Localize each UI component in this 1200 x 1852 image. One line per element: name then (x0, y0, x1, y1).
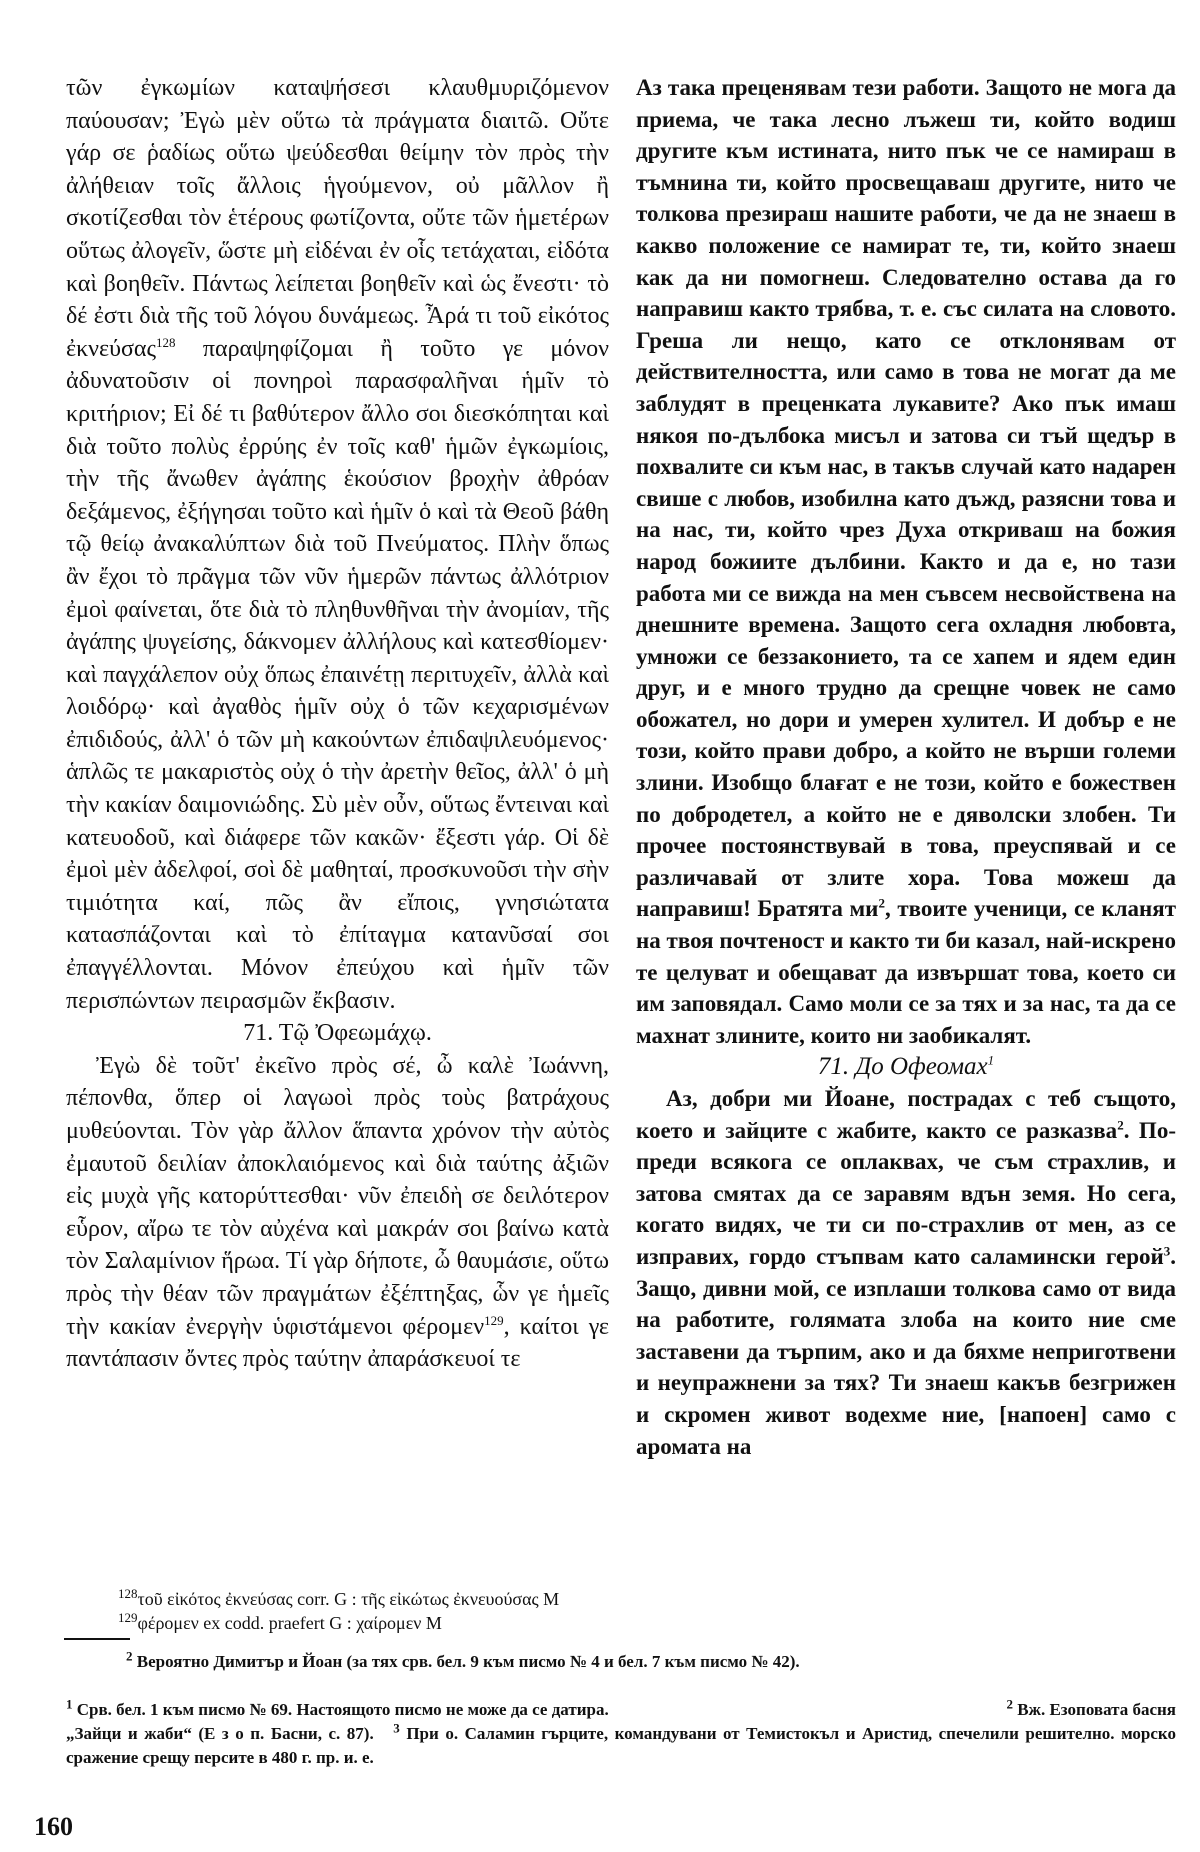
letter-heading-greek: 71. Τῷ Ὀφεωμάχῳ. (243, 1020, 432, 1047)
apparatus-entry: $^{128}$τοῦ εἰκότος ἐκνεύσας corr. G : τῆς εἰκώτως ἐκνευούσας M (118, 1586, 560, 1609)
greek-paragraph: τῶν ἐγκωμίων καταψήσεσι κλαυθμυριζόμενον παύουσαν; Ἐγὼ μὲν οὕτω τὰ πράγματα διαιτῶ. Οὔτε γάρ σε ῥαδίως οὕτω ψεύδεσθαι θείμην τὸν πρὸς τὴν ἀλήθειαν τοῖς ἄλλοις ἡγούμενον, οὐ μᾶλλον ἢ σκοτίζεσθαι τὸν ἑτέρους φωτίζοντα, οὔτε τῶν ἡμετέρων οὕτως ἀλογεῖν, ὥστε μὴ εἰδέναι ἐν οἷς τετάχαται, εἰδότα καὶ βοηθεῖν. Πάντως λείπεται βοηθεῖν καὶ ὡς ἔνεστι· τὸ δέ ἐστι διὰ τῆς τοῦ λόγου δυνάμεως. Ἆρά τι τοῦ εἰκότος ἐκνεύσας$^{128}$ παραψηφίζομαι ἢ τοῦτο γε μόνον ἀδυνατοῦσιν οἱ πονηροὶ παρασφαλῆναι ἡμῖν τὸ κριτήριον; Εἰ δέ τι βαθύτερον ἄλλο σοι διεσκόπηται καὶ διὰ τοῦτο πολὺς ἐρρύης ἐν τοῖς καθ' ἡμῶν ἐγκωμίοις, τὴν τῆς ἄνωθεν ἀγάπης ἑκούσιον βροχὴν ἀθρόαν δεξάμενος, ἐξήγησαι τοῦτο καὶ ἡμῖν ὁ καὶ τὰ Θεοῦ βάθη τῷ θείῳ ἀνακαλύπτων διὰ τοῦ Πνεύματος. Πλὴν ὅπως ἂν ἔχοι τὸ πρᾶγμα τῶν νῦν ἡμερῶν πάντως ἀλλότριον ἐμοὶ φαίνεται, ὅτε διὰ τὸ πληθυνθῆναι τὴν ἀνομίαν, τῆς ἀγάπης ψυγείσης, δάκνομεν ἀλλήλους καὶ κατεσθίομεν· καὶ παγχάλεπον οὐχ ὅπως ἐπαινέτῃ περιτυχεῖν, ἀλλὰ καὶ λοιδόρῳ· καὶ ἀγαθὸς ἡμῖν οὐχ ὁ τῶν κεχαρισμένων ἐπιδιδούς, ἀλλ' ὁ τῶν μὴ κακούντων ἐπιδαψιλευόμενος· ἁπλῶς τε μακαριστὸς οὐχ ὁ τὴν ἀρετὴν θεῖος, ἀλλ' ὁ μὴ τὴν κακίαν δαιμονιώδης. Σὺ μὲν οὖν, οὕτως ἔντειναι καὶ κατευοδοῦ, καὶ διάφερε τῶν κακῶν· ἔξεστι γάρ. Οἱ δὲ ἐμοὶ μὲν ἀδελφοί, σοὶ δὲ μαθηταί, προσκυνοῦσι τὴν σὴν τιμιότητα καί, πῶς ἂν εἴποις, γνησιώτατα κατασπάζονται καὶ τὸ ἐπίταγμα κατανῦσαί σοι ἐπαγγέλλονται. Μόνον ἐπεύχου καὶ ἡμῖν τῶν περισπώντων πειρασμῶν ἔκβασιν. (66, 75, 609, 1014)
bulgarian-paragraph: Аз, добри ми Йоане, пострадах с теб същото, което и зайците с жабите, както се разказва$^2$. По-преди всякога се оплаквах, че съм страхлив, и затова смятах да се заравям вдън земя. Но сега, когато видях, че ти си по-страхлив от мен, аз се изправих, гордо стъпвам като саламински герой$^3$. Защо, дивни мой, се изплаши толкова само от вида на работите, голямата злоба на които ние сме заставени да търпим, ако и да бяхме неприготвени и неупражнени за тях? Ти знаеш какъв безгрижен и скромен живот водехме ние, [напоен] само с аромата на (636, 1086, 1176, 1459)
footnote-ref: 128 (156, 334, 176, 350)
page-number: 160 (34, 1812, 73, 1841)
footnote-ref: 2 (1117, 1116, 1124, 1132)
footnote: $^1$ Срв. бел. 1 към писмо № 69. Настоящото писмо не може да се датира. (66, 1696, 609, 1719)
footnote: $^2$ Вероятно Димитър и Йоан (за тях срв. бел. 9 към писмо № 4 и бел. 7 към писмо № 42). (126, 1648, 800, 1671)
greek-paragraph: Ἐγὼ δὲ τοῦτ' ἐκεῖνο πρὸς σέ, ὦ καλὲ Ἰωάννη, πέπονθα, ὅπερ οἱ λαγωοὶ πρὸς τοὺς βατράχους μυθεύονται. Τὸν γὰρ ἄλλον ἅπαντα χρόνον τὴν αὐτὸς ἐμαυτοῦ δειλίαν ἀποκλαιόμενος καὶ διὰ ταύτης ἀξιῶν εἰς μυχὰ γῆς κατορύττεσθαι· νῦν ἐπειδὴ σε δειλότερον εὗρον, αἴρω τε τὸν αὐχένα καὶ μακράν σοι βαίνω κατὰ τὸν Σαλαμίνιον ἥρωα. Τί γὰρ δήποτε, ὦ θαυμάσιε, οὕτω πρὸς τὴν θέαν τῶν πραγμάτων ἐξέπτηξας, ὧν γε ἡμεῖς τὴν κακίαν ἐνεργὴν ὑφιστάμενοι φέρομεν$^{129}$, καίτοι γε παντάπασιν ὄντες πρὸς ταύτην ἀπαράσκευοί τε (66, 1052, 609, 1373)
footnote-divider (64, 1638, 130, 1640)
footnote-ref: 3 (1163, 1243, 1171, 1259)
apparatus-entry: $^{129}$φέρομεν ex codd. praefert G : χαίρομεν M (118, 1610, 442, 1633)
footnote-ref: 1 (987, 1053, 995, 1069)
footnote: $^2$ Вж. Езоповата басня (1006, 1696, 1176, 1719)
bulgarian-paragraph: Аз така преценявам тези работи. Защото не мога да приема, че така лесно лъжеш ти, който водиш другите към истината, нито пък че се намираш в тъмнина ти, който просвещаваш другите, нито че толкова презираш нашите работи, че да не знаеш в какво положение се намират те, ти, който знаеш как да ни помогнеш. Следователно остава да го направиш както трябва, т. е. със силата на словото. Греша ли нещо, като се отклонявам от действителността, или само в това не могат да ме заблудят в преценката лукавите? Ако пък имаш някоя по-дълбока мисъл и затова си тъй щедър в похвалите си към нас, в такъв случай като надарен свише с любов, изобилна като дъжд, разясни това и на нас, ти, който чрез Духа откриваш на божия народ божиите дълбини. Както и да е, но тази работа ми се вижда на мен съвсем несвойствена на днешните времена. Защото сега охладня любовта, умножи се беззаконието, та се хапем и ядем един друг, и е много трудно да срещне човек не само обожател, но дори и умерен хулител. И добър е не този, който прави добро, а който не върши големи злини. Изобщо блағат е не този, който е божествен по добродетел, а който не е дяволски злобен. Ти прочее постоянствувай в това, преуспявай и се различавай от злите хора. Това можеш да направиш! Братята $ми^2$, твоите ученици, се кланят на твоя почтеност и както ти би казал, най-искрено те целуват и обещават да извършат това, което си им заповядал. Само моли се за тях и за нас, та да се махнат злините, които ни заобикалят. (636, 75, 1176, 1048)
greek-column (66, 72, 609, 1376)
letter-heading-bulgarian: 71. До Офеомах$^1$ (817, 1053, 995, 1081)
bulgarian-column (636, 72, 1176, 1462)
footnotes-block (66, 1698, 1176, 1770)
footnote-ref: 2 (878, 895, 885, 911)
footnote: „Зайци и жаби“ (Е з о п. Басни, с. 87). $^3$ При о. Саламин гърците, командувани от Темистокъл и Аристид, спечелили решително. морско сражение срещу персите в 480 г. пр. и. е. (66, 1720, 1176, 1767)
footnote-ref: 129 (484, 1312, 504, 1328)
footnote-row (66, 1698, 1176, 1722)
critical-apparatus (118, 1587, 638, 1635)
